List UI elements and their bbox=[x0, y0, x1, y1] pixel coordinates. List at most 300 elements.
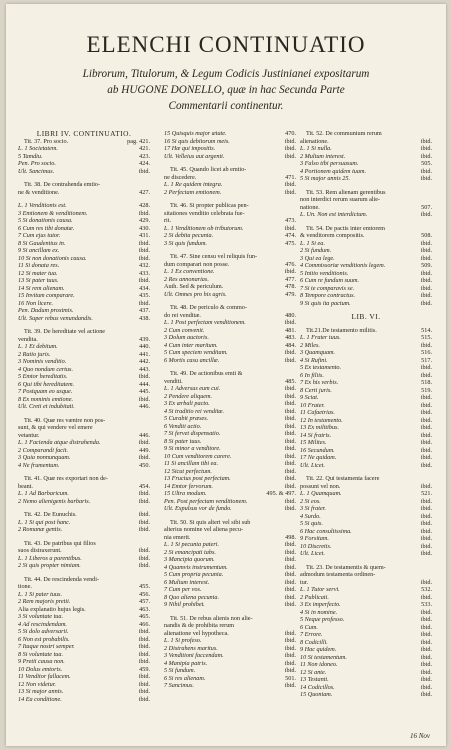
index-entry bbox=[164, 283, 296, 291]
entry-text: 3 Mancipia quorum. bbox=[164, 556, 215, 563]
entry-page: ibid. bbox=[284, 652, 296, 659]
index-entry bbox=[164, 675, 296, 683]
index-entry bbox=[18, 351, 150, 359]
entry-text: 3 Ex imperfecto. bbox=[300, 601, 341, 608]
index-entry bbox=[300, 409, 432, 417]
entry-text: 2 Si fundum. bbox=[300, 247, 332, 254]
index-entry bbox=[164, 342, 296, 350]
entry-page: ibid. bbox=[284, 682, 296, 689]
entry-page: 532. bbox=[421, 586, 432, 593]
entry-page: 438. bbox=[139, 314, 150, 322]
entry-text: L. 1 Si profeso. bbox=[164, 637, 202, 644]
index-entry bbox=[164, 268, 296, 276]
entry-page: 429. bbox=[139, 217, 150, 224]
entry-page: ibid. bbox=[284, 415, 296, 422]
index-entry bbox=[18, 292, 150, 300]
entry-text: 2 Cum convenit. bbox=[164, 326, 205, 334]
index-entry bbox=[164, 660, 296, 668]
index-entry bbox=[164, 438, 296, 446]
entry-page: ibid. bbox=[138, 680, 150, 688]
entry-page: ibid. bbox=[420, 424, 432, 431]
entry-text: 13 Ex militibus. bbox=[300, 424, 340, 431]
entry-page: ibid. bbox=[420, 416, 432, 424]
entry-text: L. 1 Adversus eum cui. bbox=[164, 385, 221, 392]
entry-text: Tit. 48. De periculo & commo- bbox=[170, 304, 247, 311]
entry-page: ibid. bbox=[138, 526, 150, 533]
index-entry bbox=[300, 300, 432, 308]
entry-page: ibid. bbox=[284, 667, 296, 674]
entry-page: 515. bbox=[421, 334, 432, 341]
index-entry bbox=[164, 564, 296, 572]
entry-text: rit. bbox=[164, 217, 172, 224]
entry-page: ibid. bbox=[420, 431, 432, 439]
entry-text: Alia explanatio hujus legis. bbox=[18, 605, 86, 613]
index-entry bbox=[18, 526, 150, 534]
entry-text: 13 Testanti. bbox=[300, 676, 329, 683]
index-entry bbox=[164, 202, 296, 210]
index-entry bbox=[300, 447, 432, 455]
entry-text: & venditorem compositis. bbox=[300, 232, 365, 239]
entry-page: ibid. bbox=[420, 239, 432, 247]
index-entry bbox=[164, 534, 296, 542]
entry-text: ne & venditione. bbox=[18, 188, 60, 196]
index-entry bbox=[300, 255, 432, 263]
entry-page: 517. bbox=[421, 356, 432, 364]
entry-page: 471. bbox=[285, 173, 296, 181]
entry-page: ibid. bbox=[284, 482, 296, 490]
entry-text: Tit. 43. De patribus qui filios bbox=[24, 539, 96, 547]
entry-text: L. 1 Quamquam. bbox=[300, 490, 342, 497]
index-entry bbox=[300, 204, 432, 212]
entry-page: ibid. bbox=[420, 520, 432, 527]
index-entry bbox=[164, 130, 296, 138]
entry-page: ibid. bbox=[420, 152, 432, 160]
entry-page: ibid. bbox=[138, 688, 150, 695]
index-entry bbox=[18, 315, 150, 323]
entry-text: 5 Tamdiu. bbox=[18, 152, 43, 160]
entry-page: ibid. bbox=[420, 616, 432, 623]
entry-text: 4 Si Rufini. bbox=[300, 356, 328, 364]
index-entry bbox=[300, 417, 432, 425]
index-entry bbox=[18, 555, 150, 563]
entry-page: ibid. bbox=[138, 490, 150, 497]
index-entry bbox=[300, 564, 432, 572]
entry-page: ibid. bbox=[420, 175, 432, 182]
entry-page: ibid. bbox=[284, 571, 296, 578]
entry-text: 4 Manipia patris. bbox=[164, 659, 208, 667]
index-entry bbox=[300, 277, 432, 285]
entry-text: alterius nomine vel aliena pecu- bbox=[164, 526, 244, 533]
entry-page: ibid. bbox=[420, 409, 432, 416]
index-entry bbox=[300, 646, 432, 654]
entry-text: 6 Cum. bbox=[300, 623, 318, 631]
entry-page: 473. bbox=[285, 217, 296, 224]
index-entry bbox=[300, 624, 432, 632]
entry-text: venditi. bbox=[164, 377, 183, 385]
index-entry bbox=[300, 669, 432, 677]
index-entry bbox=[18, 462, 150, 470]
entry-page: ibid. bbox=[420, 145, 432, 152]
entry-text: L. 1 Si nulla. bbox=[300, 145, 332, 152]
index-entry bbox=[300, 454, 432, 462]
entry-text: 6 Cum re fundum suum. bbox=[300, 277, 360, 284]
entry-page: ibid. bbox=[420, 535, 432, 542]
index-entry bbox=[164, 319, 296, 327]
index-entry bbox=[164, 334, 296, 342]
entry-page: ibid. bbox=[284, 145, 296, 152]
index-entry bbox=[300, 579, 432, 587]
entry-text: 5 Si donationis causa. bbox=[18, 217, 73, 224]
entry-page: ibid. bbox=[420, 284, 432, 292]
entry-page: ibid. bbox=[420, 254, 432, 262]
entry-text: 2 Miles. bbox=[300, 341, 320, 349]
entry-text: 4 Cum inter maritum. bbox=[164, 341, 218, 349]
index-entry bbox=[164, 327, 296, 335]
entry-page: ibid. bbox=[138, 439, 150, 446]
entry-page: ibid. bbox=[284, 392, 296, 400]
entry-page: ibid. bbox=[284, 445, 296, 452]
entry-text: beant. bbox=[18, 482, 33, 490]
entry-text: 2 Si quis propter nimiam. bbox=[18, 562, 81, 569]
entry-text: 2 Pendere aliquem. bbox=[164, 392, 213, 400]
entry-page: 430. bbox=[139, 224, 150, 232]
index-entry bbox=[164, 370, 296, 378]
entry-text: 3 Si voluntate tua. bbox=[18, 613, 64, 620]
index-entry bbox=[164, 393, 296, 401]
entry-text: 2 Si debita pecunia. bbox=[164, 232, 214, 239]
entry-text: L. 1 Liberos a parentibus. bbox=[18, 554, 82, 562]
entry-page: ibid. bbox=[284, 137, 296, 145]
index-entry bbox=[164, 468, 296, 476]
entry-text: 13 Si pater tuus. bbox=[18, 277, 59, 284]
entry-text: Tit. 52. De communium rerum bbox=[306, 130, 382, 137]
entry-text: 3 Emtionem & venditionem. bbox=[18, 209, 88, 217]
entry-text: L. 1 Venditionis est. bbox=[18, 202, 67, 209]
index-entry bbox=[18, 598, 150, 606]
entry-page: ibid. bbox=[420, 454, 432, 461]
entry-page: ibid. bbox=[420, 683, 432, 691]
entry-page: 457. bbox=[139, 598, 150, 605]
entry-text: 10 Frater. bbox=[300, 401, 325, 409]
index-entry bbox=[300, 661, 432, 669]
entry-page: 439. bbox=[139, 335, 150, 343]
index-entry bbox=[18, 483, 150, 491]
entry-text: L. 1 Si ea. bbox=[300, 239, 325, 247]
index-entry bbox=[18, 381, 150, 389]
index-entry bbox=[164, 408, 296, 416]
index-entry bbox=[164, 475, 296, 483]
index-entry bbox=[18, 343, 150, 351]
index-entry bbox=[300, 379, 432, 387]
entry-text: L. 1 Societatem. bbox=[18, 145, 58, 152]
entry-text: 5 Si fundum. bbox=[164, 667, 196, 674]
entry-page: 507. bbox=[421, 203, 432, 211]
index-entry bbox=[18, 225, 150, 233]
entry-page: ibid. bbox=[420, 497, 432, 505]
entry-page: ibid. bbox=[420, 461, 432, 469]
entry-text: 11 Si ancillam tibi ea. bbox=[164, 460, 219, 467]
entry-text: 15 Quoniam. bbox=[300, 691, 333, 698]
entry-text: Auth. Sed & periculum. bbox=[164, 283, 224, 290]
entry-text: 14 Si rem alienam. bbox=[18, 284, 65, 292]
entry-text: Tit. 37. Pro socio. bbox=[24, 137, 69, 145]
index-entry bbox=[300, 247, 432, 255]
entry-page: 480. bbox=[285, 311, 296, 319]
index-entry bbox=[18, 447, 150, 455]
index-entry bbox=[164, 622, 296, 630]
entry-page: ibid. bbox=[420, 446, 432, 454]
entry-page: ibid. bbox=[420, 277, 432, 284]
index-entry bbox=[300, 609, 432, 617]
index-entry bbox=[300, 654, 432, 662]
entry-page: ibid. bbox=[138, 209, 150, 217]
entry-page: ibid. bbox=[284, 548, 296, 556]
entry-page: ibid. bbox=[420, 646, 432, 653]
entry-page: 440. bbox=[139, 343, 150, 350]
entry-text: 6 Venditi actio. bbox=[164, 422, 202, 430]
index-entry bbox=[18, 138, 150, 146]
entry-text: non interdici rerum suarum alie- bbox=[300, 196, 381, 203]
entry-text: 8 Si pater tuus. bbox=[164, 437, 202, 445]
index-entry bbox=[300, 513, 432, 521]
entry-page: 516. bbox=[421, 349, 432, 356]
index-entry bbox=[164, 526, 296, 534]
entry-page: ibid. bbox=[284, 152, 296, 160]
book-page bbox=[6, 4, 446, 746]
index-entry bbox=[300, 327, 432, 335]
entry-text: 2 Distrahens maritus. bbox=[164, 644, 218, 652]
index-entry bbox=[18, 562, 150, 570]
index-entry bbox=[300, 520, 432, 528]
index-entry bbox=[18, 247, 150, 255]
entry-page: 442. bbox=[139, 358, 150, 365]
page-title: ELENCHI CONTINUATIO bbox=[86, 32, 366, 57]
entry-page: ibid. bbox=[284, 629, 296, 637]
entry-page: 437. bbox=[139, 307, 150, 314]
index-entry bbox=[18, 153, 150, 161]
index-entry bbox=[164, 225, 296, 233]
entry-page: ibid. bbox=[420, 623, 432, 631]
index-entry bbox=[18, 388, 150, 396]
entry-text: 4 Ad rescindendam. bbox=[18, 620, 67, 628]
entry-page: ibid. bbox=[284, 541, 296, 548]
index-entry bbox=[300, 196, 432, 204]
entry-page: ibid. bbox=[284, 497, 296, 505]
entry-text: 14 Codicillos. bbox=[300, 683, 335, 691]
index-entry bbox=[164, 240, 296, 248]
entry-page: 474. bbox=[285, 232, 296, 239]
entry-text: L. 1 Facienda atque distrahenda. bbox=[18, 439, 101, 446]
entry-text: 5 Si quis. bbox=[300, 520, 323, 527]
entry-page: ibid. bbox=[138, 695, 150, 703]
entry-text: L. 1 Tutor servi. bbox=[300, 586, 340, 593]
entry-text: 16 Si quis debitorum meis. bbox=[164, 137, 230, 145]
entry-page: ibid. bbox=[420, 550, 432, 557]
index-entry bbox=[18, 358, 150, 366]
entry-page: ibid. bbox=[138, 643, 150, 650]
index-entry bbox=[164, 519, 296, 527]
entry-text: 3 Dolum auctoris. bbox=[164, 334, 209, 341]
index-entry bbox=[300, 372, 432, 380]
entry-page: ibid. bbox=[138, 395, 150, 403]
index-entry bbox=[164, 430, 296, 438]
entry-text: Ult. Creti et indubitati. bbox=[18, 403, 75, 410]
entry-page: 519. bbox=[421, 386, 432, 394]
entry-text: Ult. Expulsus vor de fundo. bbox=[164, 505, 232, 512]
entry-text: 10 Si testamentum. bbox=[300, 653, 347, 661]
entry-page: ibid. bbox=[284, 268, 296, 275]
index-entry bbox=[18, 307, 150, 315]
index-entry bbox=[300, 424, 432, 432]
entry-page: ibid. bbox=[420, 661, 432, 668]
index-entry bbox=[164, 138, 296, 146]
entry-text: 9 Sciat. bbox=[300, 394, 319, 401]
entry-text: 16 Non licere. bbox=[18, 299, 53, 307]
entry-page: ibid. bbox=[284, 437, 296, 445]
entry-page: ibid. bbox=[138, 247, 150, 254]
entry-text: L. 1 Post perfectam venditionem. bbox=[164, 319, 246, 326]
entry-page: ibid. bbox=[138, 658, 150, 665]
index-entry bbox=[164, 667, 296, 675]
entry-page: ibid. bbox=[284, 400, 296, 407]
entry-text: L. 1 Frater tuus. bbox=[300, 334, 341, 341]
entry-text: 15 Ultra modum. bbox=[164, 490, 207, 497]
entry-text: Tit. 40. Quæ res vænire non pos- bbox=[24, 416, 106, 424]
entry-text: Pen. Dudum proximis. bbox=[18, 307, 74, 314]
entry-text: 7 Errore. bbox=[300, 631, 323, 638]
entry-page: 427. bbox=[139, 188, 150, 196]
index-entry bbox=[18, 591, 150, 599]
entry-page: ibid. bbox=[284, 637, 296, 644]
index-entry bbox=[300, 357, 432, 365]
entry-text: 11 Non idoneo. bbox=[300, 661, 338, 668]
entry-page: ibid. bbox=[420, 593, 432, 601]
entry-page: 475. bbox=[285, 239, 296, 247]
entry-text: 2 Res annonarias. bbox=[164, 275, 209, 283]
entry-page: ibid. bbox=[420, 439, 432, 446]
entry-page: 423. bbox=[139, 152, 150, 160]
entry-text: 11 Cafaetrias. bbox=[300, 409, 335, 416]
index-entry bbox=[300, 168, 432, 176]
index-entry bbox=[18, 475, 150, 483]
entry-text: 6 Mulium interest. bbox=[164, 578, 210, 586]
entry-page: 521. bbox=[421, 490, 432, 497]
entry-text: 6 Hac consultissima. bbox=[300, 527, 352, 535]
entry-page: ibid. bbox=[284, 586, 296, 593]
entry-text: Tit. 23. De testamentis & quem- bbox=[306, 563, 386, 571]
entry-page: 514. bbox=[421, 326, 432, 334]
index-entry bbox=[300, 639, 432, 647]
entry-text: Tit. 41. Quæ res exportari non de- bbox=[24, 475, 108, 482]
entry-page: ibid. bbox=[284, 475, 296, 482]
entry-page: 485. bbox=[285, 377, 296, 385]
entry-text: Tit. 45. Quando licet ab emtio- bbox=[170, 166, 247, 173]
entry-text: 4 Si traditio rei venditæ. bbox=[164, 407, 225, 415]
index-entry bbox=[18, 540, 150, 548]
index-entry bbox=[164, 291, 296, 299]
index-column-3 bbox=[300, 130, 432, 699]
index-entry bbox=[18, 643, 150, 651]
index-entry bbox=[18, 396, 150, 404]
entry-text: 9 Nihil prohibet. bbox=[164, 601, 205, 608]
entry-text: 6 Qui tibi hereditatem. bbox=[18, 380, 75, 388]
entry-page: ibid. bbox=[284, 188, 296, 196]
entry-text: 9 Hac quidem. bbox=[300, 646, 337, 653]
index-entry bbox=[300, 432, 432, 440]
entry-page: ibid. bbox=[138, 650, 150, 658]
entry-text: 2 Publicati. bbox=[300, 593, 329, 601]
entry-text: 5 Cum propria pecunia. bbox=[164, 571, 224, 578]
index-entry bbox=[18, 277, 150, 285]
entry-page: ibid. bbox=[138, 299, 150, 307]
entry-text: 4 Quo nondum certus. bbox=[18, 365, 73, 373]
index-entry bbox=[300, 232, 432, 240]
entry-page: 508. bbox=[421, 232, 432, 239]
entry-text: 12 In testamento. bbox=[300, 416, 343, 424]
index-entry bbox=[164, 145, 296, 153]
entry-page: ibid. bbox=[420, 299, 432, 307]
index-entry bbox=[300, 240, 432, 248]
entry-page: ibid. bbox=[420, 371, 432, 379]
entry-page: 431. bbox=[139, 232, 150, 239]
index-entry bbox=[300, 153, 432, 161]
entry-page: ibid. bbox=[284, 452, 296, 460]
index-entry bbox=[164, 210, 296, 218]
index-entry bbox=[300, 550, 432, 558]
entry-text: 4 Commissoriæ venditionis legem. bbox=[300, 262, 386, 269]
entry-text: 14 Emtor fervorum. bbox=[164, 482, 213, 490]
entry-text: 2 Ratio juris. bbox=[18, 350, 51, 358]
entry-text: Ult. Licet. bbox=[300, 461, 325, 469]
index-entry bbox=[300, 342, 432, 350]
index-entry bbox=[164, 645, 296, 653]
entry-text: L. 1 Ex conventione. bbox=[164, 268, 215, 275]
entry-text: 15 Quisquis major ætate. bbox=[164, 130, 227, 137]
entry-text: sunt, & qui vendere vel emere bbox=[18, 424, 93, 431]
entry-page: ibid. bbox=[138, 373, 150, 380]
index-entry bbox=[164, 594, 296, 602]
entry-page: 433. bbox=[139, 269, 150, 277]
entry-text: L. 1 Si pecunia pateri. bbox=[164, 541, 219, 548]
index-entry bbox=[300, 691, 432, 699]
entry-page: ibid. bbox=[138, 511, 150, 518]
index-entry bbox=[18, 160, 150, 168]
entry-page: ibid. bbox=[138, 635, 150, 643]
entry-text: L. 1 Re quidem integra. bbox=[164, 181, 223, 188]
entry-page: 498. bbox=[285, 533, 296, 541]
entry-text: 8 Quo aliena pecunia. bbox=[164, 593, 219, 601]
entry-text: 11 Venditor fallacem. bbox=[18, 673, 71, 680]
entry-page: ibid. bbox=[420, 578, 432, 586]
entry-text: 4 Surdo. bbox=[300, 512, 321, 520]
entry-text: tione. bbox=[18, 583, 32, 590]
entry-text: 7 Si fervet dispensatio. bbox=[164, 430, 221, 437]
entry-text: 5 Emtor hereditatis. bbox=[18, 373, 68, 380]
entry-text: L. 1 Si pater tuus. bbox=[18, 590, 63, 598]
entry-text: Ult. Omnes pro his agris. bbox=[164, 290, 227, 298]
entry-text: L. Un. Non est interdictum. bbox=[300, 211, 368, 218]
entry-text: L. 1 Et debitum. bbox=[18, 343, 58, 350]
index-entry bbox=[18, 519, 150, 527]
entry-text: do rei venditæ. bbox=[164, 311, 201, 319]
entry-text: 5 Ex testamento. bbox=[300, 364, 342, 371]
entry-page: ibid. bbox=[284, 556, 296, 563]
entry-page: ibid. bbox=[284, 349, 296, 356]
entry-text: nia emerit. bbox=[164, 533, 191, 541]
index-entry bbox=[164, 571, 296, 579]
index-entry bbox=[300, 364, 432, 372]
entry-text: Tit. 38. De contrahenda emtio- bbox=[24, 181, 101, 188]
